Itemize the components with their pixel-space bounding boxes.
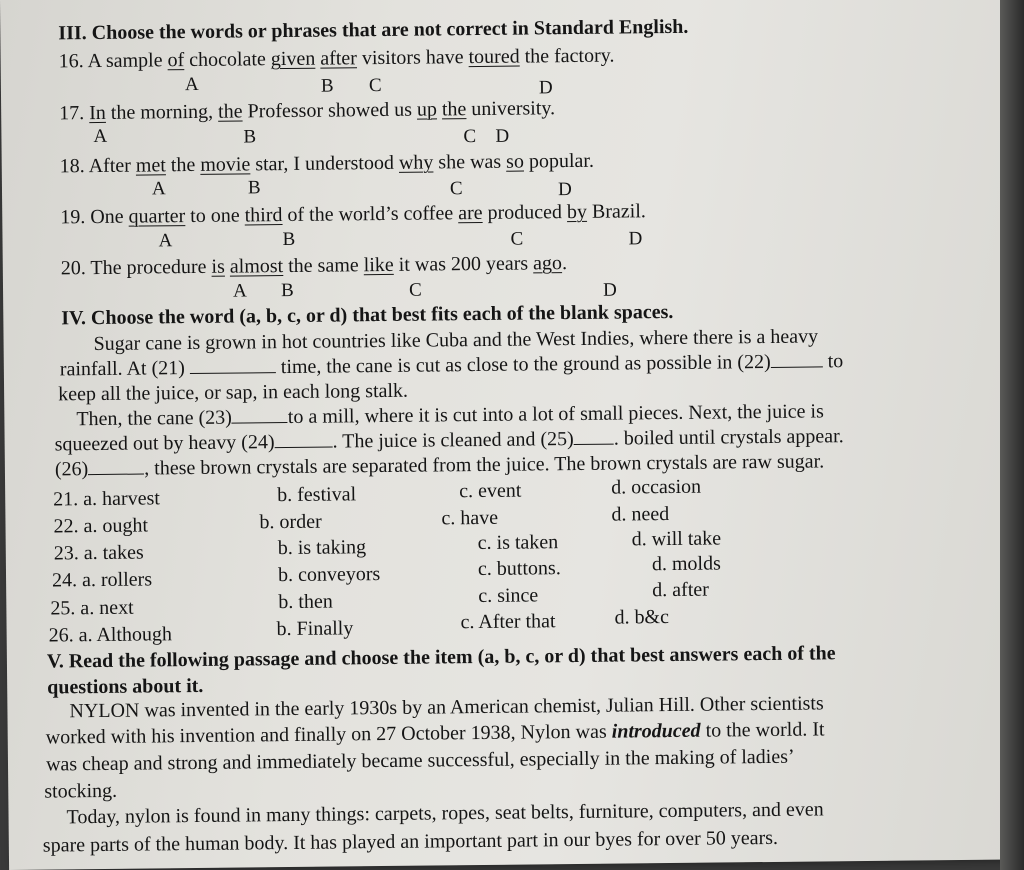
passage-line: was cheap and strong and immediately became successful, especially in the making of ladies’ xyxy=(45,745,795,776)
option-b[interactable]: b. conveyors xyxy=(277,563,381,587)
section-3-heading: III. Choose the words or phrases that are not correct in Standard English. xyxy=(58,15,689,45)
passage-line: worked with his invention and finally on 27 October 1938, Nylon was introduced to the world. It xyxy=(45,718,825,749)
option-d[interactable]: d. need xyxy=(611,503,670,526)
option-a[interactable]: 23. a. takes xyxy=(53,541,144,565)
passage-line: Sugar cane is grown in hot countries like Cuba and the West Indies, where there is a heavy xyxy=(93,325,819,356)
question-18: 18. After met the movie star, I understood why she was so popular. xyxy=(59,149,595,178)
option-c[interactable]: c. buttons. xyxy=(477,557,561,581)
option-letter: D xyxy=(628,228,643,250)
option-d[interactable]: d. b&c xyxy=(614,606,670,629)
option-c[interactable]: c. event xyxy=(459,479,522,503)
section-5-heading-cont: questions about it. xyxy=(47,674,204,699)
option-b[interactable]: b. then xyxy=(278,590,333,614)
option-letter: C xyxy=(408,279,422,301)
passage-line: squeezed out by heavy (24) . The juice is cleaned and (25) . boiled until crystals appear. xyxy=(54,425,844,456)
option-letter: C xyxy=(510,228,524,250)
option-a[interactable]: 26. a. Although xyxy=(48,623,173,647)
option-c[interactable]: c. since xyxy=(478,584,539,608)
option-b[interactable]: b. order xyxy=(259,510,322,534)
option-a[interactable]: 21. a. harvest xyxy=(53,487,160,511)
option-a[interactable]: 25. a. next xyxy=(50,596,134,620)
option-letter: C xyxy=(449,178,463,200)
passage-line: spare parts of the human body. It has played an important part in our byes for over 50 years. xyxy=(42,826,779,857)
option-letter: A xyxy=(232,280,247,302)
option-c[interactable]: c. is taken xyxy=(477,531,559,555)
option-letter: B xyxy=(282,228,296,251)
option-letter: C xyxy=(463,126,477,148)
question-16: 16. A sample of chocolate given after visitors have toured the factory. xyxy=(58,44,615,73)
option-letter: B xyxy=(320,75,334,97)
section-5-heading: V. Read the following passage and choose the item (a, b, c, or d) that best answers each of the xyxy=(46,642,836,673)
passage-line: keep all the juice, or sap, in each long stalk. xyxy=(58,379,409,406)
option-b[interactable]: b. Finally xyxy=(276,617,354,641)
option-letter: D xyxy=(602,279,617,301)
option-d[interactable]: d. occasion xyxy=(611,475,702,499)
background-shadow xyxy=(1000,0,1024,870)
option-letter: A xyxy=(151,178,166,200)
option-letter: B xyxy=(280,279,294,302)
passage-line: Today, nylon is found in many things: carpets, ropes, seat belts, furniture, computers, and even xyxy=(66,798,824,829)
option-d[interactable]: d. after xyxy=(652,578,709,602)
option-letter: D xyxy=(557,179,572,201)
option-a[interactable]: 24. a. rollers xyxy=(51,568,153,592)
option-b[interactable]: b. is taking xyxy=(277,536,367,560)
passage-line: Then, the cane (23) to a mill, where it is cut into a lot of small pieces. Next, the juice is xyxy=(76,400,824,431)
option-c[interactable]: c. have xyxy=(441,506,499,530)
option-letter: C xyxy=(368,75,382,97)
option-letter: B xyxy=(247,177,261,199)
option-letter: A xyxy=(93,125,108,148)
section-4-heading: IV. Choose the word (a, b, c, or d) that best fits each of the blank spaces. xyxy=(61,300,674,330)
option-letter: A xyxy=(158,230,173,252)
passage-line: NYLON was invented in the early 1930s by an American chemist, Julian Hill. Other scientists xyxy=(69,692,824,723)
passage-line: rainfall. At (21) time, the cane is cut as close to the ground as possible in (22) to xyxy=(59,350,844,381)
option-letter: D xyxy=(538,77,553,99)
option-d[interactable]: d. will take xyxy=(631,527,722,551)
question-17: 17. In the morning, the Professor showed us up the university. xyxy=(59,97,556,125)
passage-line: stocking. xyxy=(44,779,118,803)
option-c[interactable]: c. After that xyxy=(460,610,556,634)
option-a[interactable]: 22. a. ought xyxy=(53,514,149,538)
option-letter: B xyxy=(243,126,257,148)
passage-line: (26) , these brown crystals are separated from the juice. The brown crystals are raw sugar. xyxy=(54,450,825,481)
option-b[interactable]: b. festival xyxy=(277,483,357,507)
option-letter: D xyxy=(495,125,510,147)
question-20: 20. The procedure is almost the same like it was 200 years ago. xyxy=(60,252,568,280)
option-d[interactable]: d. molds xyxy=(651,552,721,576)
question-19: 19. One quarter to one third of the world’s coffee are produced by Brazil. xyxy=(60,200,646,229)
option-letter: A xyxy=(184,73,199,96)
